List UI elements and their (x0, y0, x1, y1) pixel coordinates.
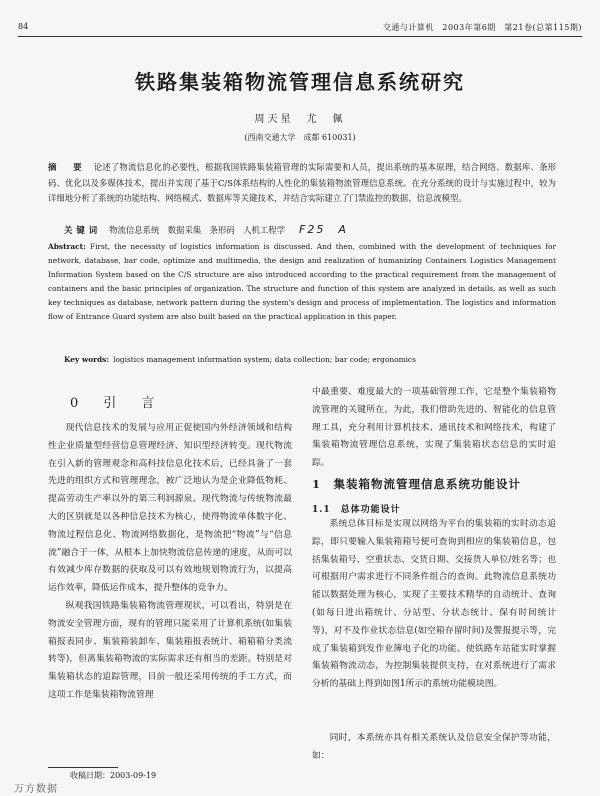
keywords-cn-label: 关键词 (64, 225, 102, 235)
abstract-cn-label: 摘 要 (48, 162, 86, 172)
section-1-1-heading: 1.1 总体功能设计 (312, 505, 401, 515)
paper-title: 铁路集装箱物流管理信息系统研究 (135, 70, 465, 94)
received-date-footnote: 收稿日期：2003-09-19 (70, 771, 157, 780)
abstract-en-label: Abstract: (48, 242, 86, 251)
section-1-1-body-end (312, 730, 556, 766)
keywords-en-text: logistics management information system; data collection; bar code; ergonomics (113, 355, 416, 364)
page-number: 84 (18, 22, 29, 31)
wanfang-watermark: 万方数据 (14, 784, 58, 795)
section-0-paragraph-1: 现代信息技术的发展与应用正促使国内外经济领域和结构性企业质量型经营信息管理经济、知识型经济转变。现代物流在引入新的管理观念和高科技信息化技术后，已经具备了一套先进的组织方式和管理理念，被广泛地认为是企业降低物耗、提高劳动生产率以外的第三利润源泉。现代物流与传统物流最大的区别就是以各种信息技术为核心，使得物流单体数字化、物流过程信息化、物流网络数据化，是物流把“物流”与“信息流”融合于一体，从根本上加快物流信息传递的速度，从而可以有效减少库存数据的获取及可以有效地规划物流行为，以提高运作效率，降低运作成本，提升整体的竞争力。 (48, 423, 292, 594)
abstract-en (48, 240, 556, 323)
keywords-cn-text: 物流信息系统 数据采集 条形码 人机工程学 (109, 225, 285, 235)
paper-authors: 周天星 尤 佩 (254, 114, 346, 125)
left-column-body (48, 420, 292, 705)
keywords-en (64, 353, 554, 366)
journal-info: 交通与计算机 2003年第6期 第21卷(总第115期) (382, 23, 582, 32)
running-header (18, 22, 582, 34)
keywords-en-label: Key words: (64, 355, 110, 364)
right-column-top (312, 384, 556, 473)
section-1-1-paragraph-1: 系统总体目标是实现以网络为平台的集装箱的实时动态追踪，即只要输入集装箱箱号便可查询到相应的集装箱信息，包括集装箱号、空重状态、交货日期、交接货人单位/姓名等；也可根据用户需求进行不同条件组合的查询。此物流信息系统功能以数据处理为核心，实现了主要技术精华的自动统计、查询(如每日进出箱统计、分站型、分状态统计、保有时间统计等)，对不及作业状态信息(如空箱存留时间)及警报提示等，完成了集装箱到发作业簿电子化的功能。使铁路车站能实时掌握集装箱物流动态，为控制集装提供支持，在对系统进行了需求分析的基础上得到如图1所示的系统功能模块图。 (312, 519, 556, 690)
footnote-rule (48, 767, 118, 768)
abstract-cn (48, 160, 556, 207)
section-0-paragraph-2: 纵观我国铁路集装箱物流管理现状，可以看出，特别是在物流安全管理方面，现有的管理只能采用了计算机系统(如集装箱报表同步、集装箱装卸车、集装箱报表统计、箱箱箱分类流转等)，但离集装箱物流的实际需求还有相当的差距。特别是对集装箱状态的追踪管理，目前一般还采用传统的手工方式，而这项工作是集装箱物流管理 (48, 600, 292, 700)
section-1-1-body (312, 516, 556, 694)
paper-affiliation: (西南交通大学 成都 610031) (244, 133, 356, 142)
right-column-continued-text: 中最重要、难度最大的一项基础管理工作，它是整个集装箱物流管理的关键所在。为此，我们借助先进的、智能化的信息管理工具，充分利用计算机技术、通讯技术和网络技术，构建了集装箱物流管理信息系统，实现了集装箱状态信息的实时追踪。 (312, 387, 556, 469)
section-0-heading: 0 引 言 (70, 396, 161, 411)
classification-mark: F25 A (299, 223, 348, 236)
abstract-cn-text: 论述了物流信息化的必要性，根据我国铁路集装箱管理的实际需要和人员，提出系统的基本原理，结合网络、数据库、条形码、优化以及多媒体技术，提出并实现了基于C/S体系结构的人性化的集装箱物流管理信息系统。在充分系统的设计与实施过程中，较为详细地分析了系统的功能结构、网络模式、数据库等关键技术，并结合实际建立了门禁监控的数据、信息流模型。 (48, 162, 557, 204)
section-1-heading: 1 集装箱物流管理信息系统功能设计 (312, 477, 521, 491)
abstract-en-text: First, the necessity of logistics information is discussed. And then, combined with the development of techniques for network, database, bar code, optimize and multimedia, the design and realization of humanizing Containers Logistics Management Information System based on the C/S structure are also introduced according to the practical requirement from the management of containers and the basic principles of organization. The structure and function of this system are analyzed in details, as well as such key techniques as database, network pattern during the system's design and process of implementation. The logistics and information flow of Entrance Guard system are also built based on the practical application in this paper. (48, 242, 557, 321)
section-1-1-paragraph-2: 同时，本系统亦具有相关系统认及信息安全保护等功能，如： (312, 733, 556, 761)
header-rule (18, 36, 582, 37)
keywords-cn (64, 223, 554, 237)
